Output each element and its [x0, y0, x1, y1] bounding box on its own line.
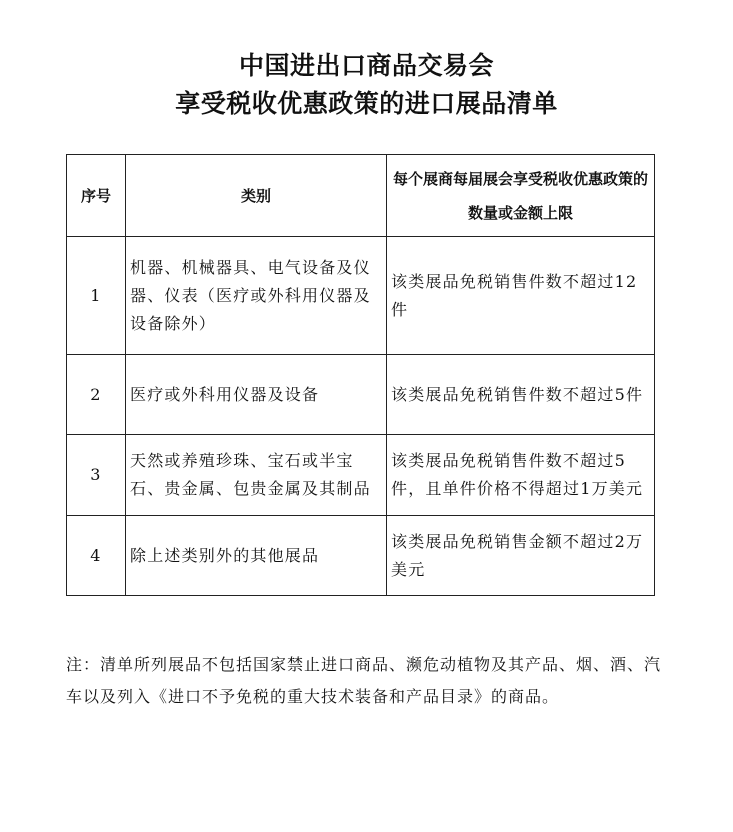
table-row	[67, 355, 655, 435]
header-seq: 序号	[67, 155, 126, 237]
header-limit: 每个展商每届展会享受税收优惠政策的数量或金额上限	[387, 155, 655, 237]
row-category: 天然或养殖珍珠、宝石或半宝石、贵金属、包贵金属及其制品	[126, 435, 387, 516]
row-limit: 该类展品免税销售件数不超过5件	[387, 355, 655, 435]
table-row	[67, 237, 655, 355]
row-seq: 4	[67, 516, 126, 596]
row-limit: 该类展品免税销售件数不超过12件	[387, 237, 655, 355]
row-limit: 该类展品免税销售件数不超过5件，且单件价格不得超过1万美元	[387, 435, 655, 516]
page-subtitle: 享受税收优惠政策的进口展品清单	[175, 89, 558, 118]
table-row	[67, 435, 655, 516]
footnote: 注：清单所列展品不包括国家禁止进口商品、濒危动植物及其产品、烟、酒、汽车以及列入《进口不予免税的重大技术装备和产品目录》的商品。	[66, 655, 662, 706]
row-category: 医疗或外科用仪器及设备	[126, 355, 387, 435]
row-seq: 2	[67, 355, 126, 435]
row-category: 机器、机械器具、电气设备及仪器、仪表（医疗或外科用仪器及设备除外）	[126, 237, 387, 355]
page-title: 中国进出口商品交易会	[238, 51, 494, 80]
row-category: 除上述类别外的其他展品	[126, 516, 387, 596]
row-seq: 1	[67, 237, 126, 355]
exhibit-list-table	[66, 154, 655, 596]
row-limit: 该类展品免税销售金额不超过2万美元	[387, 516, 655, 596]
header-category: 类别	[126, 155, 387, 237]
table-row	[67, 516, 655, 596]
row-seq: 3	[67, 435, 126, 516]
table-header-row	[67, 155, 655, 237]
